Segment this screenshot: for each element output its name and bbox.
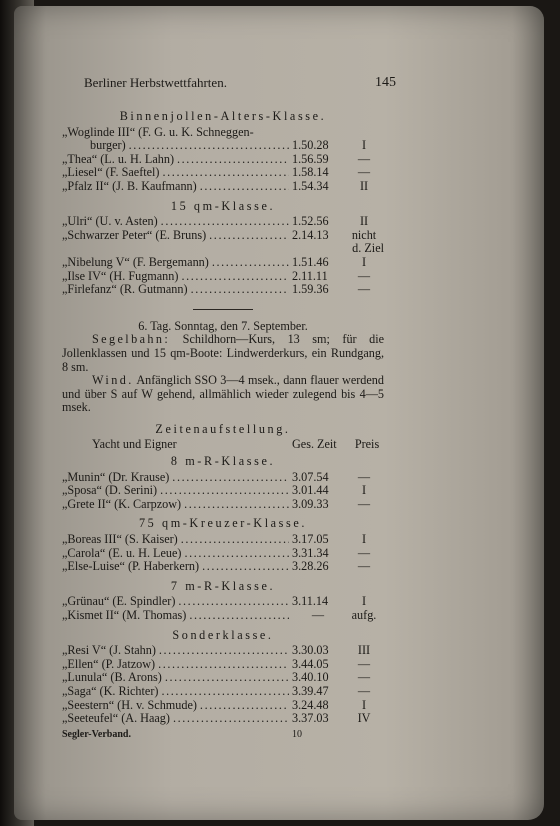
leader-dots — [212, 256, 289, 270]
total-time: 3.30.03 — [292, 643, 329, 658]
yacht-entry: „Woglinde III“ (F. G. u. K. Schneggen- — [62, 124, 254, 139]
leader-dots — [177, 153, 289, 167]
total-time: 1.50.28 — [292, 138, 329, 153]
course-label: Segelbahn: — [92, 332, 171, 347]
prize: I — [361, 138, 367, 153]
leader-dots — [184, 547, 289, 561]
prize: I — [361, 532, 367, 547]
prize: — — [357, 670, 371, 685]
yacht-entry: „Firlefanz“ (R. Gutmann) — [62, 282, 188, 297]
result-row — [62, 471, 384, 485]
yacht-entry: „Grünau“ (E. Spindler) — [62, 594, 176, 609]
prize: I — [361, 483, 367, 498]
result-row — [62, 658, 384, 672]
prize: aufg. — [351, 608, 377, 622]
prize: I — [361, 697, 367, 712]
class-heading: Binnenjollen-Alters-Klasse. — [119, 109, 327, 123]
yacht-entry: „Saga“ (K. Richter) — [62, 683, 159, 698]
yacht-entry: „Ellen“ (P. Jatzow) — [62, 656, 156, 671]
yacht-entry: „Boreas III“ (S. Kaiser) — [62, 532, 178, 547]
leader-dots — [129, 139, 289, 153]
yacht-entry: „Seeteufel“ (A. Haag) — [62, 711, 170, 726]
total-time: 1.59.36 — [292, 282, 329, 297]
leader-dots — [173, 712, 289, 726]
yacht-entry: „Thea“ (L. u. H. Lahn) — [62, 151, 175, 166]
result-row — [62, 699, 384, 713]
yacht-entry-continued: burger) — [90, 138, 126, 153]
prize: I — [361, 594, 367, 609]
total-time: 3.24.48 — [292, 697, 329, 712]
class-heading: 15 qm-Klasse. — [170, 198, 276, 213]
result-row — [62, 484, 384, 498]
result-row — [62, 153, 384, 167]
course-paragraph — [62, 333, 384, 374]
result-row — [62, 215, 384, 229]
total-time: 3.40.10 — [292, 670, 329, 685]
total-time: 3.37.03 — [292, 711, 329, 726]
result-row — [62, 671, 384, 685]
leader-dots — [163, 166, 290, 180]
page-content — [62, 75, 396, 741]
prize: — — [357, 683, 371, 698]
result-row — [62, 229, 384, 243]
day-title: 6. Tag. Sonntag, den 7. September. — [138, 318, 308, 333]
leader-dots — [158, 658, 289, 672]
prize: — — [357, 151, 371, 166]
leader-dots — [189, 609, 289, 623]
leader-dots — [161, 685, 289, 699]
class-heading: 7 m-R-Klasse. — [170, 578, 276, 593]
result-row — [62, 126, 384, 140]
total-time: 1.54.34 — [292, 178, 329, 193]
total-time: 3.17.05 — [292, 532, 329, 547]
running-header — [62, 75, 396, 96]
prize: — — [357, 282, 371, 297]
leader-dots — [178, 595, 289, 609]
result-row — [62, 166, 384, 180]
result-row — [62, 644, 384, 658]
yacht-entry: „Sposa“ (D. Serini) — [62, 483, 158, 498]
yacht-entry: „Ilse IV“ (H. Fugmann) — [62, 268, 179, 283]
result-row — [62, 547, 384, 561]
result-row — [62, 180, 384, 194]
result-row — [62, 685, 384, 699]
total-time: 3.01.44 — [292, 483, 329, 498]
prize: nicht — [351, 227, 377, 242]
class-heading: Sonderklasse. — [172, 627, 274, 642]
section-divider — [193, 309, 253, 310]
leader-dots — [202, 560, 289, 574]
total-time: 1.58.14 — [292, 165, 329, 180]
total-time: 3.31.34 — [292, 545, 329, 560]
result-row — [62, 270, 384, 284]
prize: III — [357, 643, 371, 658]
prize: — — [357, 469, 371, 484]
leader-dots — [165, 671, 289, 685]
column-prize: Preis — [354, 437, 380, 452]
result-row — [62, 498, 384, 512]
prize: — — [357, 165, 371, 180]
leader-dots — [181, 270, 289, 284]
total-time: — — [311, 608, 325, 622]
total-time: 3.09.33 — [292, 496, 329, 511]
prize: IV — [357, 711, 371, 726]
header-title: Berliner Herbstwettfahrten. — [84, 75, 227, 90]
leader-dots — [200, 180, 289, 194]
total-time: 3.11.14 — [292, 594, 329, 609]
result-row — [62, 560, 384, 574]
class-heading: 75 qm-Kreuzer-Klasse. — [138, 516, 308, 531]
leader-dots — [172, 471, 289, 485]
class-heading: 8 m-R-Klasse. — [170, 454, 276, 469]
total-time: 3.39.47 — [292, 683, 329, 698]
yacht-entry: „Pfalz II“ (J. B. Kaufmann) — [62, 178, 197, 193]
course-text: Schildhorn—Kurs, 13 sm; für die Jollenklassen und 15 qm-Boote: Lindwerderkurs, ein Rundgang, 8 sm. — [62, 332, 384, 374]
prize: — — [357, 559, 371, 574]
result-row — [62, 712, 384, 726]
result-row — [62, 609, 384, 623]
signature-mark: Segler-Verband. — [62, 728, 131, 740]
yacht-entry: „Grete II“ (K. Carpzow) — [62, 496, 182, 511]
yacht-entry: „Carola“ (E. u. H. Leue) — [62, 545, 182, 560]
leader-dots — [184, 498, 289, 512]
wind-text: Anfänglich SSO 3—4 msek., dann flauer werdend und über S auf W gehend, allmählich wieder zulegend bis 4—5 msek. — [62, 373, 384, 415]
page-footer — [62, 728, 384, 742]
yacht-entry: „Else-Luise“ (P. Haberkern) — [62, 559, 200, 574]
yacht-entry: „Lunula“ (B. Arons) — [62, 670, 162, 685]
column-time: Ges. Zeit — [292, 437, 337, 452]
yacht-entry: „Liesel“ (F. Saeftel) — [62, 165, 160, 180]
result-row — [62, 256, 384, 270]
yacht-entry: „Resi V“ (J. Stahn) — [62, 643, 156, 658]
total-time: 2.14.13 — [292, 227, 329, 242]
sheet-number: 10 — [292, 728, 302, 740]
prize-note: d. Ziel — [352, 241, 384, 256]
result-row — [62, 283, 384, 297]
results-heading: Zeitenaufstellung. — [155, 421, 291, 436]
leader-dots — [159, 644, 289, 658]
total-time: 3.44.05 — [292, 656, 329, 671]
prize: I — [361, 254, 367, 269]
yacht-entry: „Seestern“ (H. v. Schmude) — [62, 697, 197, 712]
prize: — — [357, 545, 371, 560]
leader-dots — [160, 484, 289, 498]
yacht-entry: „Munin“ (Dr. Krause) — [62, 469, 170, 484]
prize: — — [357, 656, 371, 671]
total-time: 1.52.56 — [292, 214, 329, 229]
total-time: 3.07.54 — [292, 469, 329, 484]
wind-paragraph — [62, 374, 384, 415]
total-time: 1.56.59 — [292, 151, 329, 166]
prize: II — [359, 178, 369, 193]
result-row — [62, 533, 384, 547]
leader-dots — [181, 533, 289, 547]
leader-dots — [209, 229, 289, 243]
result-row — [62, 595, 384, 609]
prize: — — [357, 268, 371, 283]
column-headers — [62, 438, 384, 452]
prize: — — [357, 496, 371, 511]
yacht-entry: „Nibelung V“ (F. Bergemann) — [62, 254, 209, 269]
result-row — [62, 139, 384, 153]
yacht-entry: „Kismet II“ (M. Thomas) — [62, 608, 187, 622]
prize: II — [359, 214, 369, 229]
wind-label: Wind. — [92, 373, 134, 388]
yacht-entry: „Schwarzer Peter“ (E. Bruns) — [62, 227, 207, 242]
total-time: 1.51.46 — [292, 254, 329, 269]
yacht-entry: „Ulri“ (U. v. Asten) — [62, 214, 158, 229]
leader-dots — [161, 215, 289, 229]
column-yacht: Yacht und Eigner — [92, 437, 177, 452]
page-number: 145 — [375, 75, 396, 90]
leader-dots — [191, 283, 289, 297]
total-time: 3.28.26 — [292, 559, 329, 574]
leader-dots — [200, 699, 289, 713]
total-time: 2.11.11 — [292, 268, 328, 283]
